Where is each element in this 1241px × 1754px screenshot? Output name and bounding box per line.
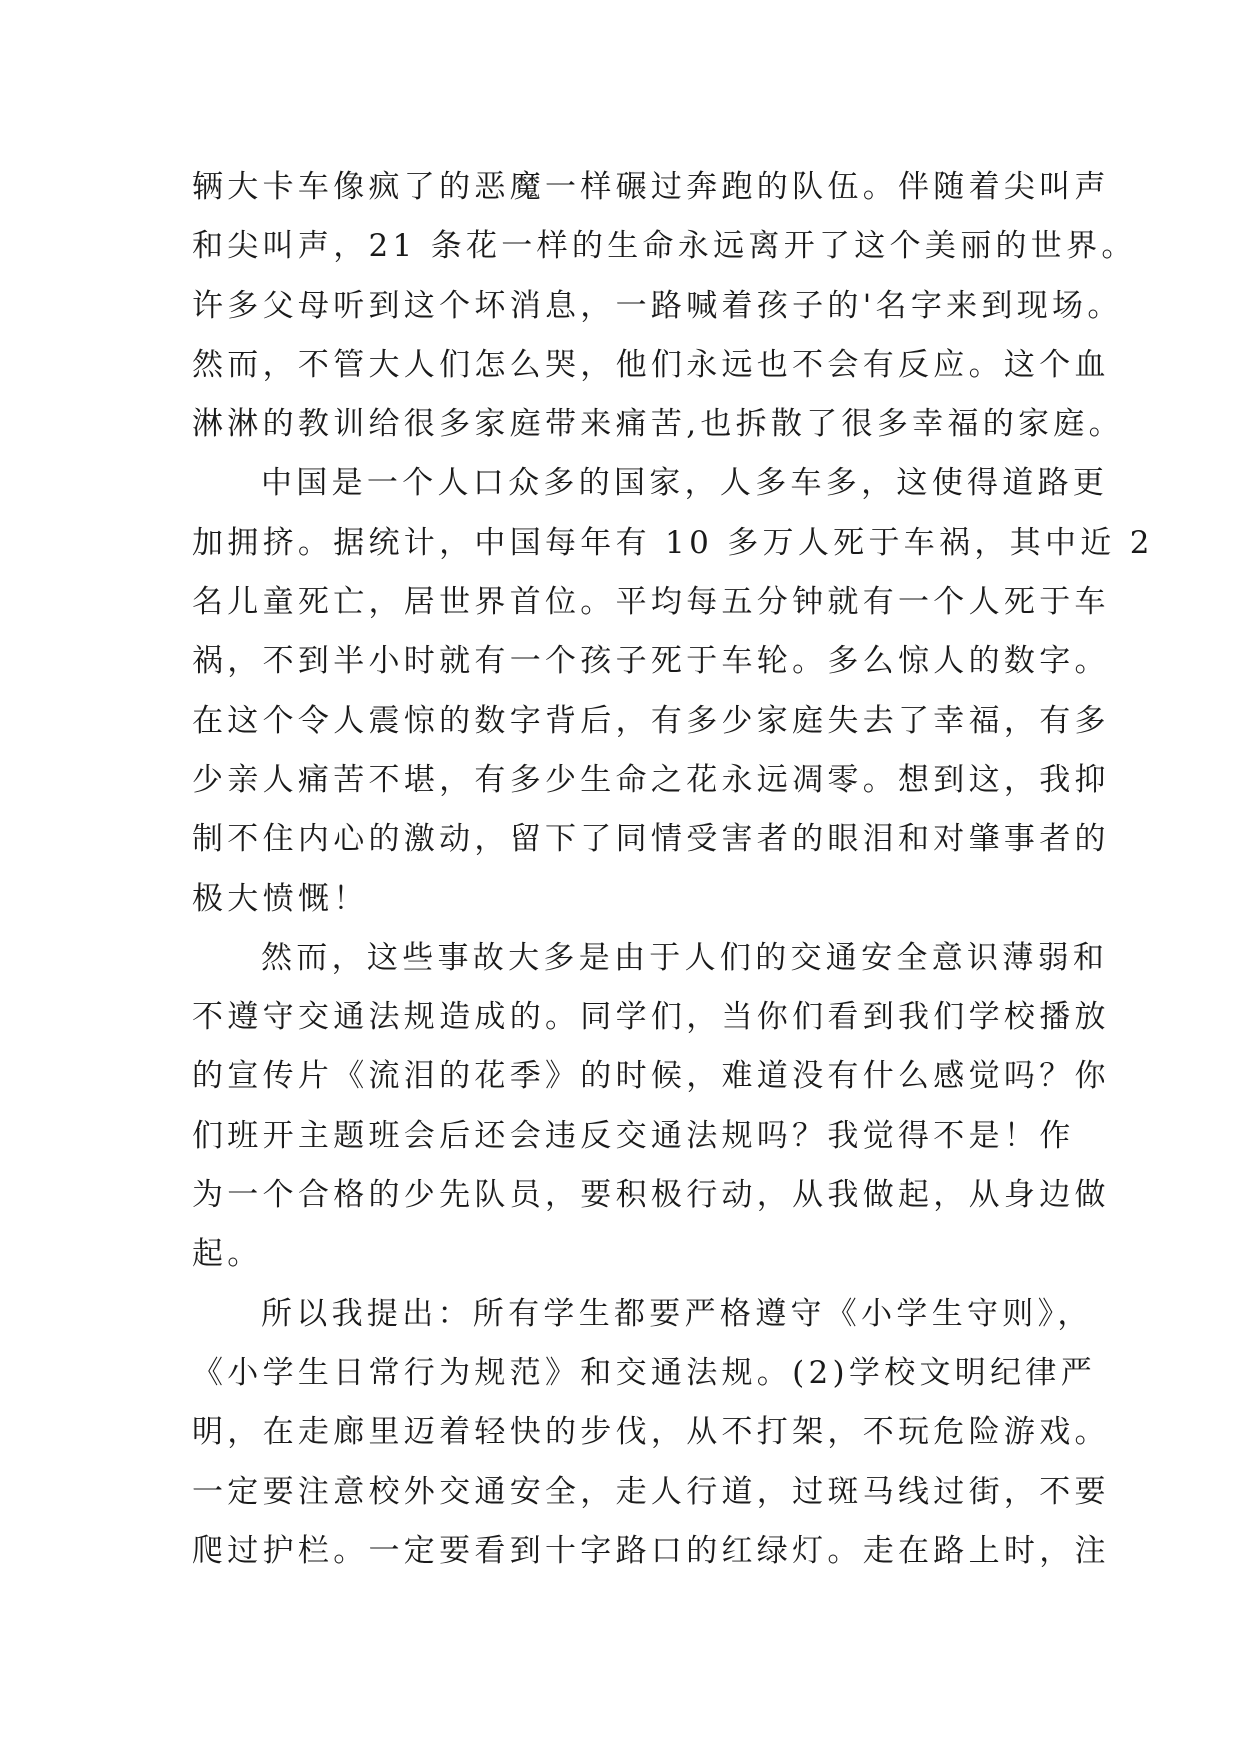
text-line: 加拥挤。据统计，中国每年有 10 多万人死于车祸，其中近 2 bbox=[192, 524, 1154, 561]
text-line: 制不住内心的激动，留下了同情受害者的眼泪和对肇事者的 bbox=[192, 821, 1110, 858]
paragraph-first-line: 中国是一个人口众多的国家，人多车多，这使得道路更 bbox=[261, 465, 1109, 502]
text-line: 辆大卡车像疯了的恶魔一样碾过奔跑的队伍。伴随着尖叫声 bbox=[192, 169, 1110, 205]
text-line: 不遵守交通法规造成的。同学们，当你们看到我们学校播放 bbox=[192, 999, 1110, 1036]
text-line: 一定要注意校外交通安全，走人行道，过斑马线过街，不要 bbox=[192, 1473, 1110, 1510]
text-line: 淋淋的教训给很多家庭带来痛苦,也拆散了很多幸福的家庭。 bbox=[192, 406, 1124, 443]
text-line: 们班开主题班会后还会违反交通法规吗？我觉得不是！作 bbox=[192, 1117, 1075, 1154]
text-line: 名儿童死亡，居世界首位。平均每五分钟就有一个人死于车 bbox=[192, 584, 1110, 621]
text-line: 许多父母听到这个坏消息，一路喊着孩子的'名字来到现场。 bbox=[192, 287, 1123, 324]
text-line: 的宣传片《流泪的花季》的时候，难道没有什么感觉吗？你 bbox=[192, 1058, 1110, 1095]
text-line: 为一个合格的少先队员，要积极行动，从我做起，从身边做 bbox=[192, 1177, 1110, 1214]
text-line: 和尖叫声，21 条花一样的生命永远离开了这个美丽的世界。 bbox=[192, 228, 1137, 265]
document-body bbox=[192, 158, 1154, 1581]
text-line: 在这个令人震惊的数字背后，有多少家庭失去了幸福，有多 bbox=[192, 702, 1110, 739]
text-line: 少亲人痛苦不堪，有多少生命之花永远凋零。想到这，我抑 bbox=[192, 761, 1110, 798]
text-line: 爬过护栏。一定要看到十字路口的红绿灯。走在路上时，注 bbox=[192, 1532, 1110, 1569]
text-line: 明，在走廊里迈着轻快的步伐，从不打架，不玩危险游戏。 bbox=[192, 1414, 1110, 1451]
paragraph-first-line: 然而，这些事故大多是由于人们的交通安全意识薄弱和 bbox=[261, 939, 1109, 976]
text-line: 《小学生日常行为规范》和交通法规。(2)学校文明纪律严 bbox=[192, 1354, 1097, 1391]
text-line: 然而，不管大人们怎么哭，他们永远也不会有反应。这个血 bbox=[192, 346, 1110, 383]
text-line: 极大愤慨！ bbox=[192, 880, 369, 917]
text-line: 起。 bbox=[192, 1236, 263, 1273]
paragraph-first-line: 所以我提出：所有学生都要严格遵守《小学生守则》， bbox=[261, 1295, 1093, 1332]
text-line: 祸，不到半小时就有一个孩子死于车轮。多么惊人的数字。 bbox=[192, 643, 1110, 680]
